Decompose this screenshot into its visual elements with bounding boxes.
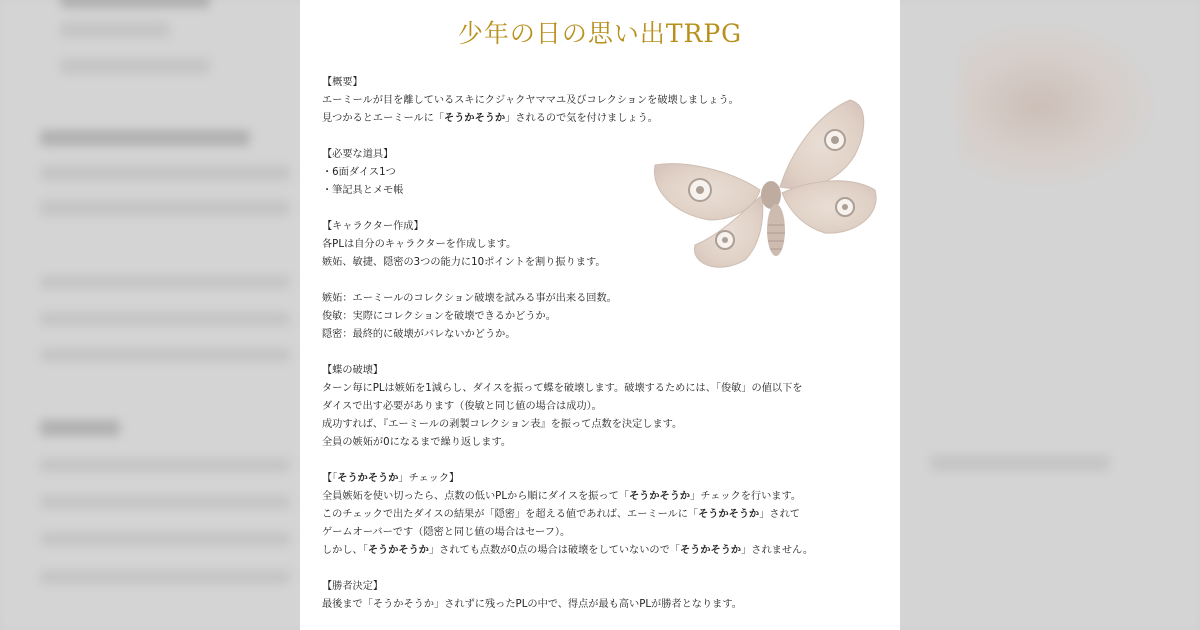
check-line: しかし、「そうかそうか」されても点数が0点の場合は破壊をしていないので「そうかそうか」されません。: [322, 545, 814, 556]
emphasis-text: そうかそうか: [628, 491, 691, 502]
overview-line: エーミールが目を離しているスキにクジャクヤママユ及びコレクションを破壊しましょう。: [322, 95, 739, 106]
check-line: ゲームオーバーです（隠密と同じ値の場合はセーフ）。: [322, 527, 571, 538]
check-line: このチェックで出たダイスの結果が「隠密」を超える値であれば、エーミールに「そうかそうか」されて: [322, 509, 800, 520]
character-line: 嫉妬、敏捷、隠密の3つの能力に10ポイントを割り振ります。: [322, 257, 606, 268]
destruction-line: ターン毎にPLは嫉妬を1減らし、ダイスを振って蝶を破壊します。破壊するためには、「俊敏」の値以下を: [322, 383, 803, 394]
destruction-line: 全員の嫉妬が0になるまで繰り返します。: [322, 437, 512, 448]
ability-jealousy: 嫉妬：エーミールのコレクション破壊を試みる事が出来る回数。: [322, 293, 617, 304]
emphasis-text: そうかそうか: [367, 545, 429, 556]
section-heading-winner: 【勝者決定】: [322, 581, 384, 592]
rules-body: [322, 74, 882, 614]
emphasis-text: そうかそうか: [698, 509, 760, 520]
tools-item: ・6面ダイス1つ: [322, 167, 396, 178]
section-heading-tools: 【必要な道具】: [322, 149, 394, 160]
emphasis-text: そうかそうか: [444, 113, 506, 124]
check-line: 全員嫉妬を使い切ったら、点数の低いPLから順にダイスを振って「そうかそうか」チェックを行います。: [322, 491, 802, 502]
section-heading-destruction: 【蝶の破壊】: [322, 365, 384, 376]
section-heading-check: 【「そうかそうか」チェック】: [322, 473, 460, 484]
destruction-line: ダイスで出す必要があります（俊敏と同じ値の場合は成功）。: [322, 401, 602, 412]
rules-card: [300, 0, 900, 630]
overview-line: 見つかるとエーミールに「そうかそうか」されるので気を付けましょう。: [322, 113, 658, 124]
emphasis-text: そうかそうか: [679, 545, 742, 556]
section-heading-character: 【キャラクター作成】: [322, 221, 424, 232]
ability-stealth: 隠密：最終的に破壊がバレないかどうか。: [322, 329, 516, 340]
section-heading-overview: 【概要】: [322, 77, 363, 88]
emphasis-text: そうかそうか: [337, 473, 399, 484]
ability-agility: 俊敏：実際にコレクションを破壊できるかどうか。: [322, 311, 556, 322]
destruction-line: 成功すれば、『エーミールの剥製コレクション表』を振って点数を決定します。: [322, 419, 683, 430]
page-title: 少年の日の思い出TRPG: [457, 19, 743, 48]
winner-line: 最後まで「そうかそうか」されずに残ったPLの中で、得点が最も高いPLが勝者となります。: [322, 599, 742, 610]
character-line: 各PLは自分のキャラクターを作成します。: [322, 239, 517, 250]
tools-item: ・筆記具とメモ帳: [322, 185, 404, 196]
